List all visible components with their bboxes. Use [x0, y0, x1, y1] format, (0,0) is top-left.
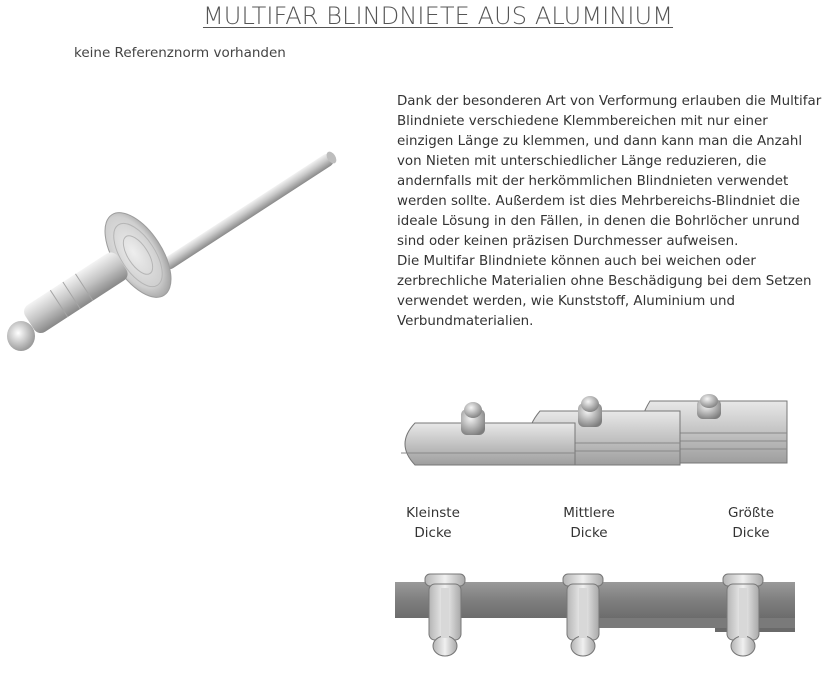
rivet-cross-section-image [395, 568, 795, 663]
description-paragraph-1: Dank der besonderen Art von Verformung erlauben die Multifar Blindniete verschiedene Klemmbereichen mit nur einer einzigen Länge zu klemmen, und dann kann man die Anzahl von Nieten mit unterschiedlicher Länge reduzieren, die andernfalls mit der herkömmlichen Blindnieten verwendet werden sollte. Außerdem ist dies Mehrbereichs-Blindniet die ideale Lösung in den Fällen, in denen die Bohrlöcher unrund sind oder keinen präzisen Durchmesser aufweisen. [397, 94, 822, 249]
rivet-product-image [0, 140, 370, 380]
label-smallest-line1: Kleinste [406, 505, 460, 521]
label-largest-thickness [696, 503, 806, 543]
label-smallest-thickness [378, 503, 488, 543]
page-title: MULTIFAR BLINDNIETE AUS ALUMINIUM [202, 2, 674, 30]
label-medium-thickness [534, 503, 644, 543]
label-medium-line1: Mittlere [563, 505, 615, 521]
label-largest-line1: Größte [727, 505, 775, 521]
label-largest-line2: Dicke [732, 525, 770, 541]
label-medium-line2: Dicke [570, 525, 608, 541]
description-paragraph-2: Die Multifar Blindniete können auch bei weichen oder zerbrechliche Materialien ohne Beschädigung bei dem Setzen verwendet werden, wie Kunststoff, Aluminium und Verbundmaterialien. [397, 254, 812, 329]
product-description [397, 92, 822, 332]
sheet-thickness-image [395, 393, 795, 483]
reference-note: keine Referenznorm vorhanden [74, 45, 286, 61]
label-smallest-line2: Dicke [414, 525, 452, 541]
